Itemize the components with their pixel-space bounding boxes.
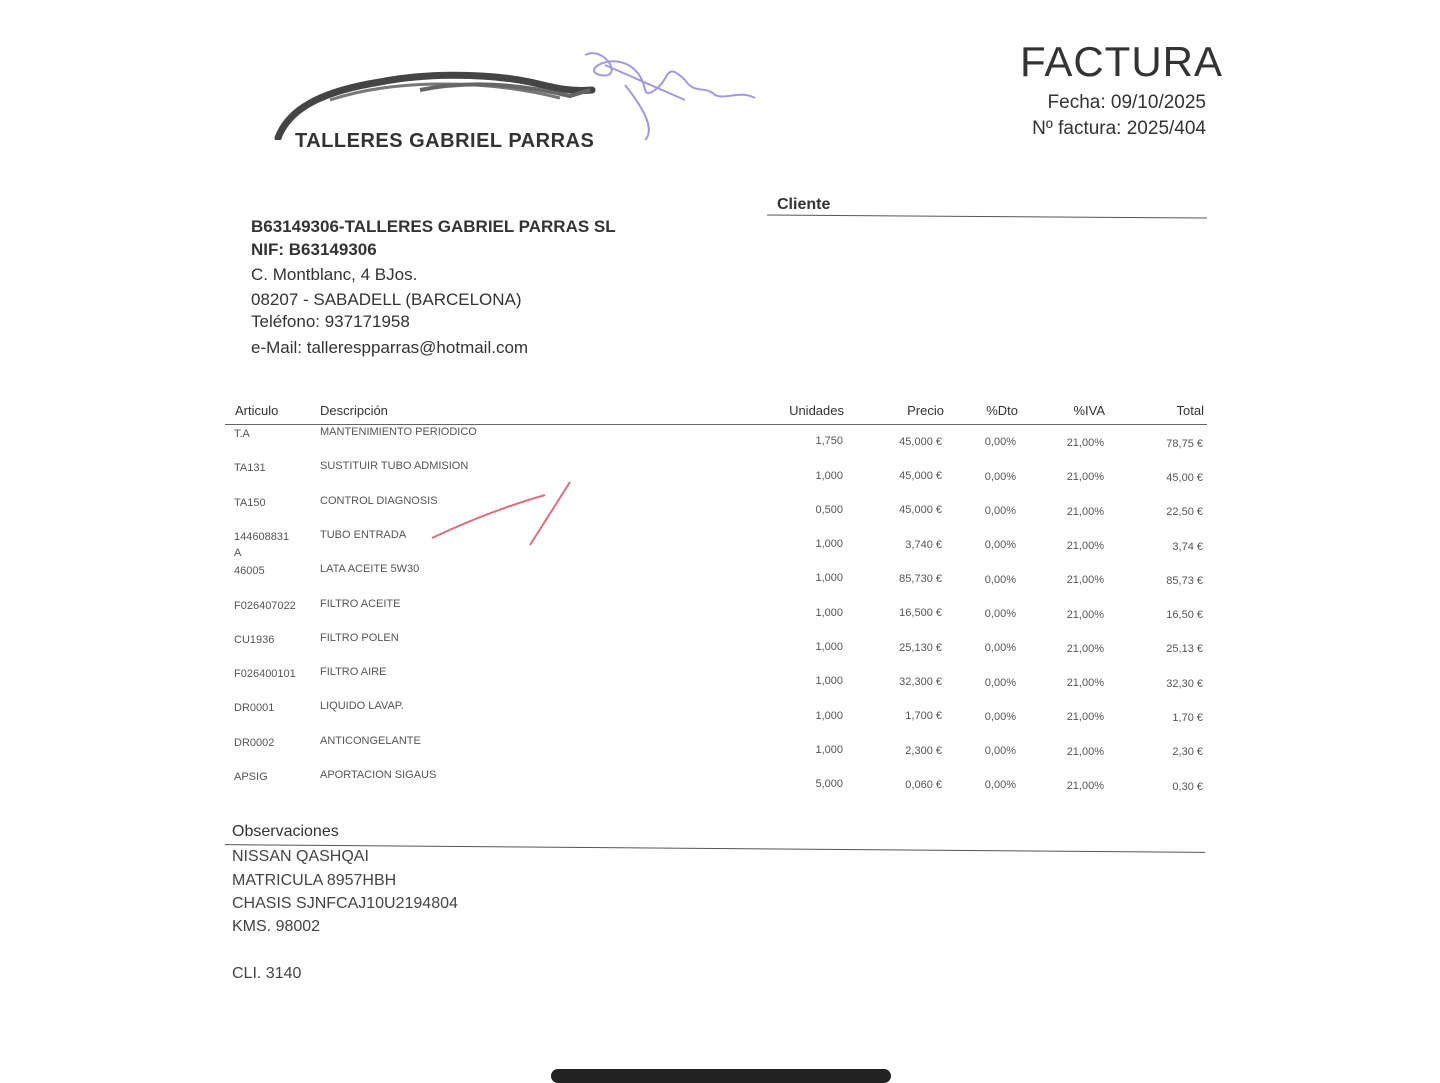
cell-descripcion: TUBO ENTRADA (320, 528, 407, 541)
cell-dto: 0,00% (984, 607, 1016, 620)
cell-precio: 25,130 € (899, 641, 942, 654)
cell-iva: 21,00% (1066, 642, 1104, 655)
cell-unidades: 1,000 (815, 538, 843, 551)
cell-total: 45,00 € (1166, 471, 1203, 484)
cell-precio: 2,300 € (905, 744, 942, 757)
obs-km: KMS. 98002 (232, 918, 321, 935)
client-label: Cliente (777, 196, 831, 213)
cell-iva: 21,00% (1066, 437, 1104, 449)
cell-articulo: 144608831 A (234, 530, 290, 559)
cell-total: 2,30 € (1172, 746, 1203, 759)
company-address: C. Montblanc, 4 BJos. (251, 265, 418, 284)
cell-dto: 0,00% (984, 676, 1016, 689)
cell-dto: 0,00% (984, 539, 1016, 552)
observations-label: Observaciones (232, 823, 339, 840)
cell-articulo: CU1936 (234, 633, 275, 646)
signature-icon (565, 40, 785, 150)
header-dto: %Dto (986, 403, 1018, 418)
cell-iva: 21,00% (1066, 471, 1104, 484)
cell-iva: 21,00% (1066, 780, 1104, 792)
cell-descripcion: FILTRO POLEN (320, 631, 399, 644)
cell-precio: 32,300 € (899, 675, 942, 688)
header-iva: %IVA (1073, 403, 1105, 418)
header-unidades: Unidades (789, 403, 844, 418)
cell-total: 85,73 € (1166, 574, 1203, 587)
cell-descripcion: CONTROL DIAGNOSIS (320, 494, 438, 507)
cell-precio: 45,000 € (899, 470, 942, 483)
car-logo-icon (270, 60, 600, 140)
cell-unidades: 1,000 (815, 641, 843, 653)
header-articulo: Articulo (235, 403, 279, 418)
company-nif: NIF: B63149306 (251, 240, 377, 259)
obs-vehicle: NISSAN QASHQAI (232, 848, 369, 865)
obs-plate: MATRICULA 8957HBH (232, 872, 397, 889)
obs-client-code: CLI. 3140 (232, 965, 302, 982)
company-name: B63149306-TALLERES GABRIEL PARRAS SL (251, 217, 616, 236)
cell-unidades: 1,750 (815, 435, 843, 448)
cell-unidades: 1,000 (815, 675, 843, 688)
cell-unidades: 1,000 (815, 606, 843, 619)
cell-articulo: DR0002 (234, 736, 275, 749)
cell-dto: 0,00% (984, 779, 1016, 792)
cell-precio: 45,000 € (899, 504, 942, 517)
cell-unidades: 1,000 (815, 572, 843, 585)
cell-precio: 45,000 € (899, 435, 942, 448)
cell-dto: 0,00% (984, 745, 1016, 758)
cell-articulo: APSIG (234, 771, 268, 783)
cell-articulo: TA150 (234, 496, 266, 509)
client-divider (767, 214, 1207, 218)
cell-unidades: 1,000 (815, 709, 843, 722)
cell-dto: 0,00% (984, 710, 1016, 723)
cell-descripcion: FILTRO AIRE (320, 666, 387, 679)
cell-dto: 0,00% (984, 642, 1016, 655)
company-phone: Teléfono: 937171958 (251, 312, 410, 331)
header-total: Total (1176, 403, 1204, 418)
home-indicator[interactable] (551, 1069, 891, 1083)
cell-iva: 21,00% (1066, 711, 1104, 724)
header-precio: Precio (907, 403, 944, 418)
cell-descripcion: MANTENIMIENTO PERIODICO (320, 426, 477, 438)
cell-dto: 0,00% (984, 573, 1016, 586)
cell-articulo: 46005 (234, 565, 265, 578)
cell-articulo: TA131 (234, 462, 266, 475)
cell-articulo: DR0001 (234, 702, 275, 715)
cell-dto: 0,00% (984, 436, 1016, 449)
cell-articulo: T.A (234, 428, 250, 440)
cell-precio: 16,500 € (899, 607, 942, 620)
cell-unidades: 0,500 (815, 503, 843, 516)
cell-precio: 1,700 € (905, 710, 942, 723)
cell-articulo: F026400101 (234, 668, 296, 681)
cell-precio: 85,730 € (899, 573, 942, 585)
cell-unidades: 1,000 (815, 743, 843, 756)
cell-total: 78,75 € (1166, 437, 1203, 450)
invoice-date: Fecha: 09/10/2025 (1047, 92, 1206, 113)
cell-total: 16,50 € (1166, 609, 1203, 622)
cell-iva: 21,00% (1066, 539, 1104, 552)
cell-descripcion: ANTICONGELANTE (320, 734, 421, 747)
logo-text: TALLERES GABRIEL PARRAS (295, 130, 595, 152)
cell-dto: 0,00% (984, 470, 1016, 483)
cell-articulo: F026407022 (234, 599, 296, 612)
cell-total: 32,30 € (1166, 677, 1203, 690)
cell-unidades: 1,000 (815, 469, 843, 482)
cell-total: 3,74 € (1172, 540, 1203, 553)
cell-descripcion: APORTACION SIGAUS (320, 769, 437, 781)
header-descripcion: Descripción (320, 403, 388, 418)
cell-dto: 0,00% (984, 505, 1016, 517)
obs-chassis: CHASIS SJNFCAJ10U2194804 (232, 895, 458, 912)
cell-total: 0,30 € (1172, 780, 1203, 793)
company-email: e-Mail: tallerespparras@hotmail.com (251, 338, 529, 357)
cell-total: 1,70 € (1172, 712, 1203, 724)
cell-precio: 3,740 € (905, 538, 942, 551)
cell-iva: 21,00% (1066, 505, 1104, 518)
invoice-title: FACTURA (1020, 38, 1224, 85)
cell-iva: 21,00% (1066, 745, 1104, 758)
cell-iva: 21,00% (1066, 677, 1104, 690)
cell-precio: 0,060 € (905, 778, 942, 791)
company-city: 08207 - SABADELL (BARCELONA) (251, 290, 522, 309)
cell-descripcion: FILTRO ACEITE (320, 597, 401, 610)
cell-total: 22,50 € (1166, 506, 1203, 519)
invoice-number: Nº factura: 2025/404 (1032, 118, 1206, 139)
cell-descripcion: SUSTITUIR TUBO ADMISION (320, 460, 469, 473)
red-pen-mark-icon (430, 480, 580, 550)
cell-unidades: 5,000 (815, 778, 843, 791)
cell-iva: 21,00% (1066, 574, 1104, 587)
cell-descripcion: LIQUIDO LAVAP. (320, 700, 404, 713)
observations-divider (225, 844, 1205, 853)
table-header-divider (225, 424, 1207, 425)
cell-iva: 21,00% (1066, 608, 1104, 621)
cell-descripcion: LATA ACEITE 5W30 (320, 563, 420, 576)
cell-total: 25,13 € (1166, 643, 1203, 656)
